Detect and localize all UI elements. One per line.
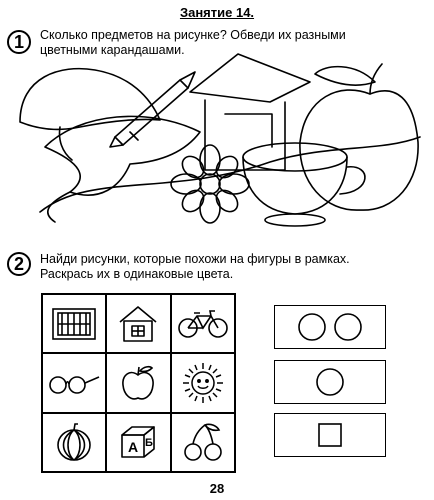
frame-two-circles: [274, 305, 386, 349]
grid-cell-bicycle[interactable]: [171, 294, 235, 353]
grid-cell-abc-cube[interactable]: [106, 413, 170, 472]
lesson-title: Занятие 14.: [179, 5, 255, 20]
grid-cell-sun[interactable]: [171, 353, 235, 412]
task-2-number: 2: [7, 252, 31, 276]
house-icon: [116, 304, 160, 344]
cube-letter-a: А: [128, 439, 139, 456]
task-1-line-1: Сколько предметов на рисунке? Обведи их разными: [40, 28, 346, 42]
pencil-outline: [110, 72, 195, 147]
task-1-line-2: цветными карандашами.: [40, 43, 185, 57]
cherries-icon: [181, 422, 225, 462]
window-icon: [51, 307, 97, 341]
frame-one-circle: [274, 360, 386, 404]
task-2-line-1: Найди рисунки, которые похожи на фигуры в рамках.: [40, 252, 350, 266]
cup-outline: [243, 143, 365, 226]
circle-shape: [297, 312, 327, 342]
grid-cell-house[interactable]: [106, 294, 170, 353]
circle-shape: [315, 367, 345, 397]
bicycle-icon: [177, 308, 229, 340]
grid-cell-cherries[interactable]: [171, 413, 235, 472]
circle-shape: [333, 312, 363, 342]
task-1-number: 1: [7, 30, 31, 54]
square-shape: [316, 421, 344, 449]
mushroom-outline: [20, 69, 160, 130]
grid-cell-window[interactable]: [42, 294, 106, 353]
grid-cell-apple[interactable]: [106, 353, 170, 412]
cube-letter-b: Б: [145, 437, 154, 450]
glasses-icon: [47, 371, 101, 395]
pumpkin-icon: [55, 422, 93, 462]
overlapping-objects-drawing[interactable]: [10, 52, 430, 237]
grid-cell-glasses[interactable]: [42, 353, 106, 412]
flower-outline: [171, 145, 249, 223]
frame-square: [274, 413, 386, 457]
grid-cell-pumpkin[interactable]: [42, 413, 106, 472]
abc-cube-icon: [118, 423, 158, 461]
page-number: 28: [209, 481, 225, 496]
house-outline: [190, 54, 310, 170]
apple-icon: [120, 363, 156, 403]
task-2-line-2: Раскрась их в одинаковые цвета.: [40, 267, 234, 281]
picture-grid: [41, 293, 236, 473]
task-2-instructions: [40, 252, 350, 282]
sun-icon: [181, 361, 225, 405]
